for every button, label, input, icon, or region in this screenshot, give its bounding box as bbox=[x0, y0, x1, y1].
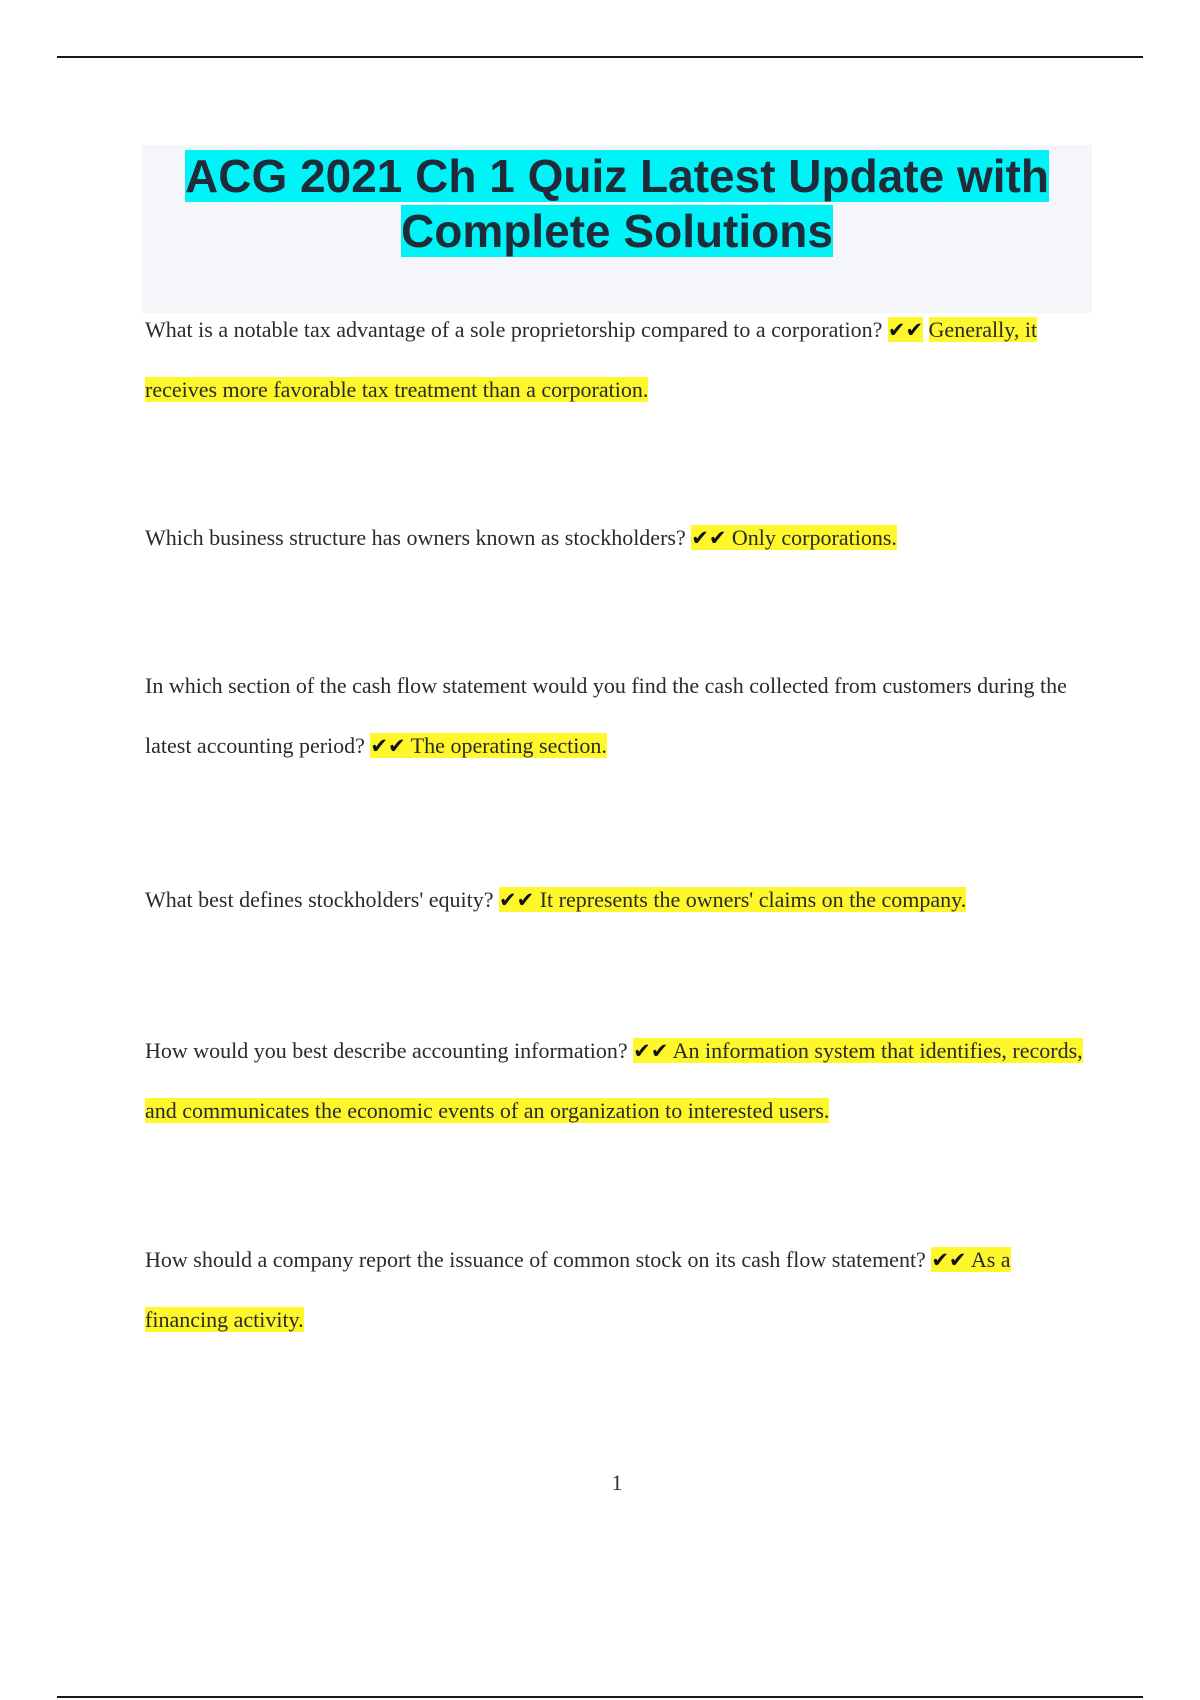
title-line-2: Complete Solutions bbox=[401, 205, 833, 257]
question-text: What best defines stockholders' equity? bbox=[145, 887, 494, 912]
qa-item-4 bbox=[145, 870, 1090, 930]
question-text: Which business structure has owners known as stockholders? bbox=[145, 525, 686, 550]
answer-text: An information system that identifies, records, and communicates the economic events of an organization to interested users. bbox=[145, 1038, 1083, 1123]
answer-text: Only corporations. bbox=[731, 525, 897, 550]
title-line-1: ACG 2021 Ch 1 Quiz Latest Update with bbox=[185, 150, 1049, 202]
qa-item-5 bbox=[145, 1021, 1090, 1141]
question-text: What is a notable tax advantage of a sole proprietorship compared to a corporation? bbox=[145, 317, 883, 342]
check-icon: ✔✔ bbox=[370, 734, 406, 758]
check-icon: ✔✔ bbox=[887, 318, 924, 342]
answer-text: Generally, it receives more favorable tax treatment than a corporation. bbox=[145, 317, 1038, 402]
document-title bbox=[142, 145, 1092, 259]
answer-text: As a financing activity. bbox=[145, 1247, 1011, 1332]
answer-text: The operating section. bbox=[410, 733, 607, 758]
qa-item-3 bbox=[145, 656, 1090, 776]
question-text: How would you best describe accounting information? bbox=[145, 1038, 628, 1063]
question-text: In which section of the cash flow statement would you find the cash collected from customers during the latest accounting period? bbox=[145, 673, 1067, 758]
page-number: 1 bbox=[611, 1470, 623, 1495]
check-icon: ✔✔ bbox=[499, 888, 535, 912]
qa-item-2 bbox=[145, 508, 1090, 568]
qa-item-6 bbox=[145, 1230, 1090, 1350]
bottom-rule bbox=[57, 1696, 1143, 1698]
check-icon: ✔✔ bbox=[633, 1039, 669, 1063]
qa-item-1 bbox=[145, 300, 1090, 420]
title-block bbox=[142, 145, 1092, 313]
question-text: How should a company report the issuance of common stock on its cash flow statement? bbox=[145, 1247, 926, 1272]
top-rule bbox=[57, 56, 1143, 58]
check-icon: ✔✔ bbox=[931, 1248, 967, 1272]
answer-text: It represents the owners' claims on the company. bbox=[539, 887, 967, 912]
check-icon: ✔✔ bbox=[691, 526, 727, 550]
